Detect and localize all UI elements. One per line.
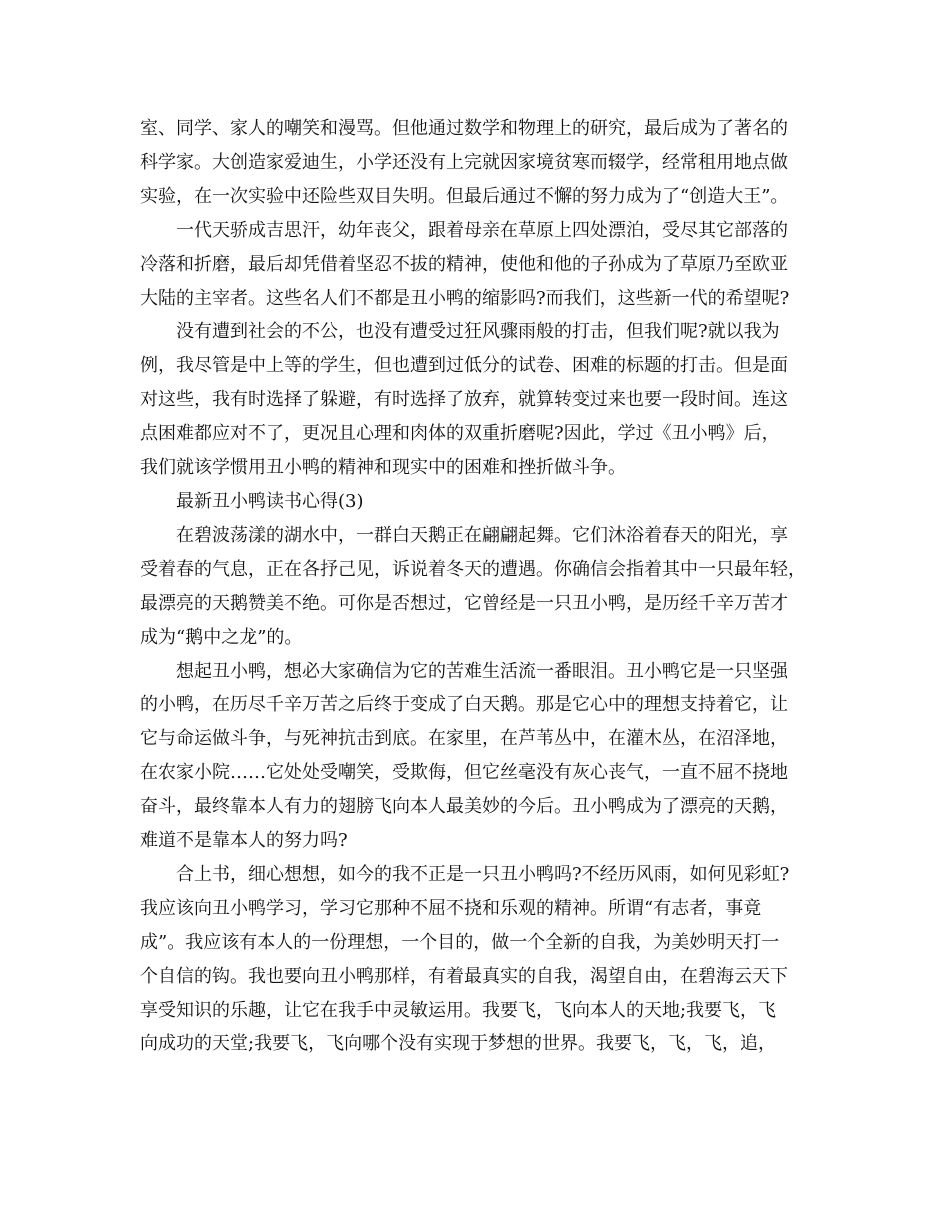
text-line: 例，我尽管是中上等的学生，但也遭到过低分的试卷、困难的标题的打击。但是面 — [140, 355, 788, 377]
text-line: 的小鸭，在历尽千辛万苦之后终于变成了白天鹅。那是它心中的理想支持着它，让 — [140, 694, 788, 716]
paragraph-start-line: 合上书，细心想想，如今的我不正是一只丑小鸭吗?不经历风雨，如何见彩虹? — [176, 863, 790, 885]
paragraph-start-line: 没有遭到社会的不公，也没有遭受过狂风骤雨般的打击，但我们呢?就以我为 — [176, 321, 780, 343]
text-line: 大陆的主宰者。这些名人们不都是丑小鸭的缩影吗?而我们，这些新一代的希望呢? — [140, 287, 790, 309]
paragraph-start-line: 想起丑小鸭，想必大家确信为它的苦难生活流一番眼泪。丑小鸭它是一只坚强 — [176, 660, 788, 682]
text-line: 奋斗，最终靠本人有力的翅膀飞向本人最美妙的今后。丑小鸭成为了漂亮的天鹅， — [140, 796, 788, 818]
text-line: 个自信的钩。我也要向丑小鸭那样，有着最真实的自我，渴望自由，在碧海云天下 — [140, 965, 788, 987]
text-line: 成为“鹅中之龙”的。 — [140, 626, 303, 648]
text-line: 科学家。大创造家爱迪生，小学还没有上完就因家境贫寒而辍学，经常租用地点做 — [140, 151, 788, 173]
text-line: 享受知识的乐趣，让它在我手中灵敏运用。我要飞，飞向本人的天地;我要飞，飞 — [140, 999, 777, 1021]
document-body — [140, 112, 820, 1061]
text-line: 在农家小院……它处处受嘲笑，受欺侮，但它丝毫没有灰心丧气，一直不屈不挠地 — [140, 762, 788, 784]
paragraph-start-line: 在碧波荡漾的湖水中，一群白天鹅正在翩翩起舞。它们沐浴着春天的阳光，享 — [176, 524, 788, 546]
text-line: 冷落和折磨，最后却凭借着坚忍不拔的精神，使他和他的子孙成为了草原乃至欧亚 — [140, 253, 788, 275]
text-line: 向成功的天堂;我要飞，飞向哪个没有实现于梦想的世界。我要飞，飞，飞，追， — [140, 1033, 777, 1055]
text-line: 最漂亮的天鹅赞美不绝。可你是否想过，它曾经是一只丑小鸭，是历经千辛万苦才 — [140, 592, 788, 614]
text-line: 成”。我应该有本人的一份理想，一个目的，做一个全新的自我，为美妙明天打一 — [140, 931, 780, 953]
text-line: 受着春的气息，正在各抒己见，诉说着冬天的遭遇。你确信会指着其中一只最年轻， — [140, 558, 806, 580]
text-line: 我应该向丑小鸭学习，学习它那种不屈不挠和乐观的精神。所谓“有志者，事竟 — [140, 897, 762, 919]
paragraph-start-line: 一代天骄成吉思汗，幼年丧父，跟着母亲在草原上四处漂泊，受尽其它部落的 — [176, 219, 788, 241]
text-line: 实验，在一次实验中还险些双目失明。但最后通过不懈的努力成为了“创造大王”。 — [140, 185, 789, 207]
text-line: 它与命运做斗争，与死神抗击到底。在家里，在芦苇丛中，在灌木丛，在沼泽地， — [140, 728, 788, 750]
text-line: 点困难都应对不了，更况且心理和肉体的双重折磨呢?因此，学过《丑小鸭》后， — [140, 423, 780, 445]
text-line: 难道不是靠本人的努力吗? — [140, 830, 348, 852]
text-line: 室、同学、家人的嘲笑和漫骂。但他通过数学和物理上的研究，最后成为了著名的 — [140, 118, 788, 139]
text-line: 对这些，我有时选择了躲避，有时选择了放弃，就算转变过来也要一段时间。连这 — [140, 389, 788, 411]
text-line: 我们就该学惯用丑小鸭的精神和现实中的困难和挫折做斗争。 — [140, 457, 626, 479]
section-heading: 最新丑小鸭读书心得(3) — [176, 490, 364, 512]
